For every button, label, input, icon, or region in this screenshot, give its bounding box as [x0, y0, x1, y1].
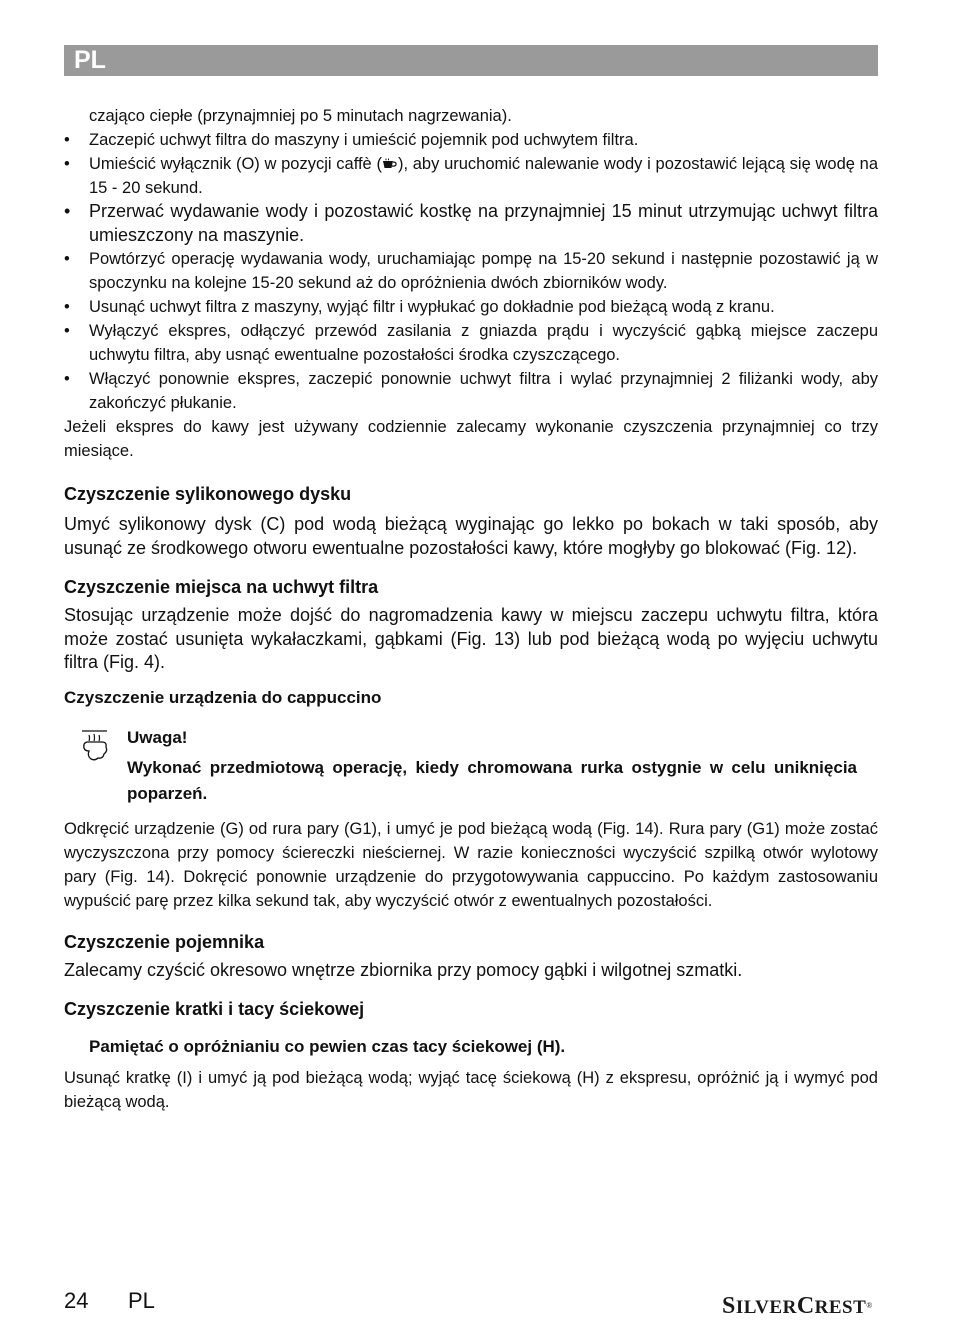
list-item: • Powtórzyć operację wydawania wody, uruchamiając pompę na 15-20 sekund i następnie pozostawić ją w spoczynku na kolejne 15-20 sekund aż do opróżnienia dwóch zbiorników wody.: [64, 247, 878, 295]
section-text-cappuccino: Odkręcić urządzenie (G) od rura pary (G1), i umyć je pod bieżącą wodą (Fig. 14). Rura pary (G1) może zostać wyczyszczona przy pomocy ściereczki nieściernej. W razie konieczności wyczyścić szpilką otwór wylotowy pary (Fig. 14). Dokręcić ponownie urządzenie do przygotowywania cappuccino. Po każdym zastosowaniu wypuścić parę przez kilka sekund tak, aby wyczyścić otwór z ewentualnych pozostałości.: [64, 819, 878, 910]
hot-steam-warning-icon: [80, 729, 110, 763]
warning-text: Wykonać przedmiotową operację, kiedy chromowana rurka ostygnie w celu uniknięcia poparzeń.: [127, 757, 857, 803]
section-text-filter-seat: Stosując urządzenie może dojść do nagromadzenia kawy w miejscu zaczepu uchwytu filtra, która może zostać usunięta wykałaczkami, gąbkami (Fig. 13) lub pod bieżącą wodą po wyjęciu uchwytu filtra (Fig. 4).: [64, 605, 878, 672]
frequency-note: Jeżeli ekspres do kawy jest używany codziennie zalecamy wykonanie czyszczenia przynajmniej co trzy miesiące.: [64, 418, 878, 460]
list-item-text: Umieścić wyłącznik (O) w pozycji caffè (: [89, 155, 382, 173]
warning-title: Uwaga!: [127, 727, 188, 747]
list-item: • Zaczepić uchwyt filtra do maszyny i umieścić pojemnik pod uchwytem filtra.: [64, 128, 878, 152]
list-item: • Usunąć uchwyt filtra z maszyny, wyjąć filtr i wypłukać go dokładnie pod bieżącą wodą z kranu.: [64, 295, 878, 319]
brand-logo: SILVERCREST®: [722, 1293, 873, 1319]
drip-tray-note: Pamiętać o opróżnianiu co pewien czas tacy ściekowej (H).: [89, 1037, 566, 1056]
list-item-text: ), aby uruchomić nalewanie wody i pozostawić lejącą się wodę na 15 - 20 sekund.: [89, 155, 879, 197]
section-text-drip: Usunąć kratkę (I) i umyć ją pod bieżącą wodą; wyjąć tacę ściekową (H) z ekspresu, opróżnić ją i wymyć pod bieżącą wodą.: [64, 1069, 878, 1111]
continuation-text: czająco ciepłe (przynajmniej po 5 minutach nagrzewania).: [89, 107, 512, 125]
list-item: • Włączyć ponownie ekspres, zaczepić ponownie uchwyt filtra i wylać przynajmniej 2 filiżanki wody, aby zakończyć płukanie.: [64, 367, 878, 415]
language-label: PL: [74, 46, 106, 74]
section-heading-filter-seat: Czyszczenie miejsca na uchwyt filtra: [64, 577, 379, 597]
instruction-list: [64, 128, 878, 415]
section-heading-tank: Czyszczenie pojemnika: [64, 931, 265, 952]
list-item: • Wyłączyć ekspres, odłączyć przewód zasilania z gniazda prądu i wyczyścić gąbką miejsce zaczepu uchwytu filtra, aby usnąć ewentualne pozostałości środka czyszczącego.: [64, 319, 878, 367]
coffee-cup-icon: [382, 158, 398, 170]
section-heading-cappuccino: Czyszczenie urządzenia do cappuccino: [64, 687, 382, 707]
warning-box: [64, 727, 878, 807]
language-header-bar: [64, 45, 878, 76]
list-item: [64, 152, 878, 200]
page-content: [64, 104, 878, 1114]
section-heading-drip: Czyszczenie kratki i tacy ściekowej: [64, 999, 365, 1019]
section-heading-silicone: Czyszczenie sylikonowego dysku: [64, 484, 352, 504]
footer-language: PL: [128, 1288, 155, 1313]
page-number: 24: [64, 1288, 89, 1313]
section-text-tank: Zalecamy czyścić okresowo wnętrze zbiornika przy pomocy gąbki i wilgotnej szmatki.: [64, 959, 743, 980]
section-text-silicone: Umyć sylikonowy dysk (C) pod wodą bieżącą wyginając go lekko po bokach w taki sposób, aby usunąć ze środkowego otworu ewentualne pozostałości kawy, które mogłyby go blokować (Fig. 12).: [64, 514, 878, 558]
list-item: • Przerwać wydawanie wody i pozostawić kostkę na przynajmniej 15 minut utrzymując uchwyt filtra umieszczony na maszynie.: [64, 200, 878, 247]
